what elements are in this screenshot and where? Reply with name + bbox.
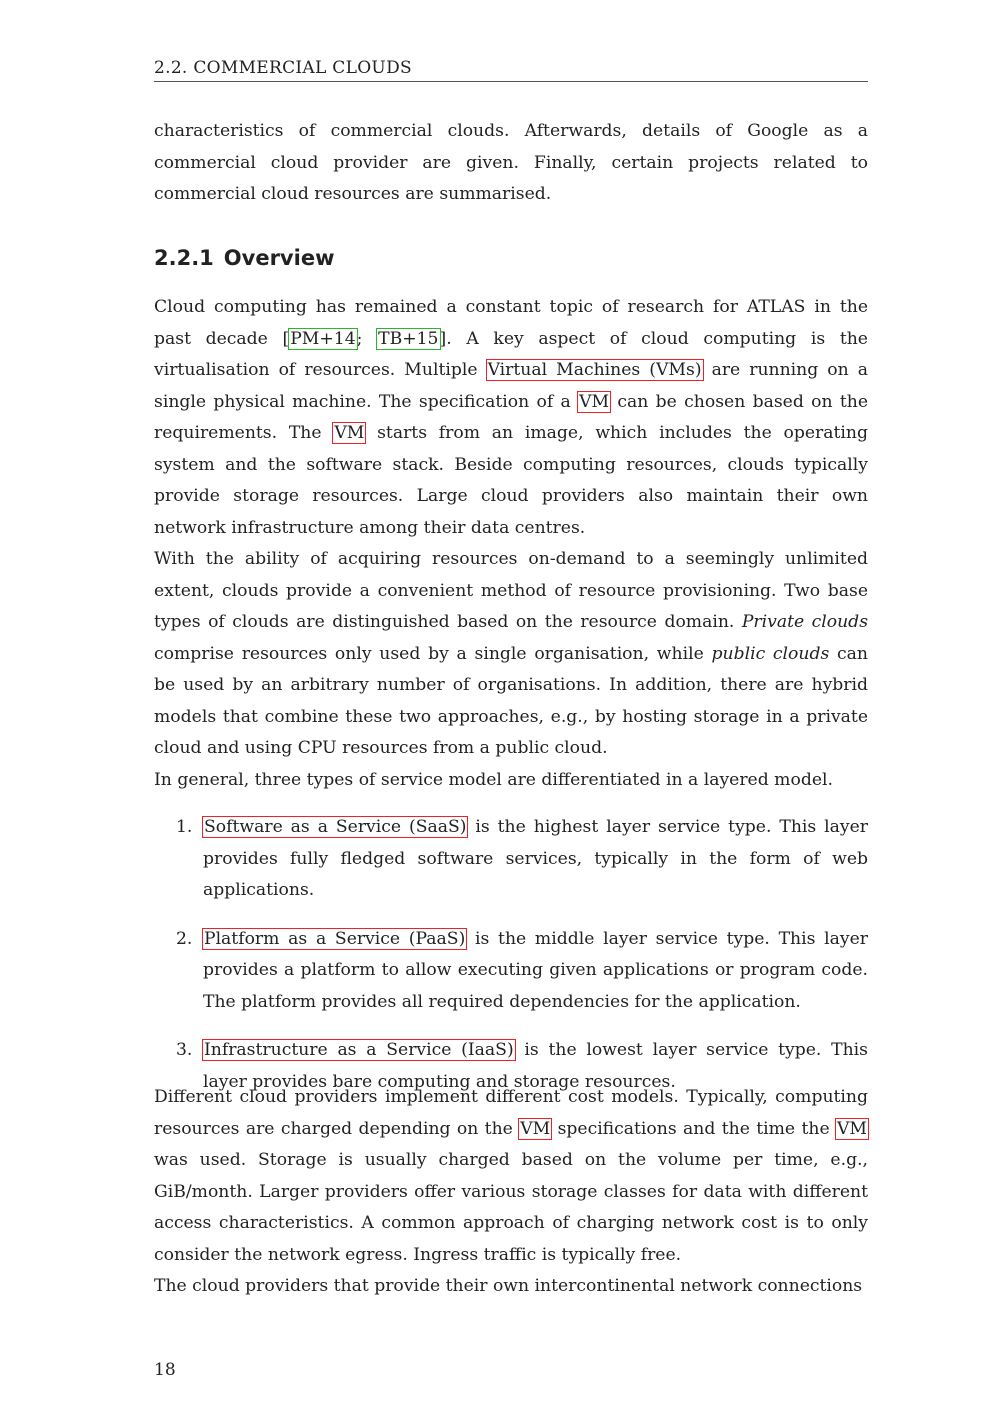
section-title: Overview [223,246,335,270]
paragraph-cost-models [154,1082,868,1271]
text-span: ; [356,328,378,349]
text-span: was used. Storage is usually charged based on the volume per time, e.g., GiB/month. Larger providers offer various storage classes for data with different access characteristics. A common approach of charging network cost is to only consider the network egress. Ingress traffic is typically free. [154,1150,868,1265]
emphasis-private-clouds: Private clouds [741,612,869,632]
acronym-link-vm[interactable]: VM [520,1118,551,1139]
page-number: 18 [154,1360,176,1380]
paragraph-network: The cloud providers that provide their own intercontinental network connections [154,1276,863,1296]
list-item-text: is the highest layer service type. This layer provides fully fledged software services, typically in the form of web applications. [203,817,868,900]
section-number: 2.2.1 [154,246,214,270]
text-span: specifications and the time the [551,1118,836,1139]
overview-body [154,292,868,796]
text-span: Cloud computing has remained a constant topic of research for ATLAS in the past decade [ [154,297,868,349]
acronym-link-vm[interactable]: VM [334,423,365,443]
service-model-list [154,812,868,1115]
acronym-link-vm[interactable]: VM [836,1118,867,1139]
acronym-link-iaas[interactable]: Infrastructure as a Service (IaaS) [204,1040,514,1060]
emphasis-public-clouds: public clouds [711,643,830,664]
list-marker: 2. [176,928,193,949]
list-marker: 3. [176,1040,193,1060]
intro-paragraph: characteristics of commercial clouds. Afterwards, details of Google as a commercial cloud provider are given. Finally, certain projects related to commercial cloud resources are summarised. [154,121,868,204]
acronym-link-vms[interactable]: Virtual Machines (VMs) [487,360,702,380]
list-item-text: is the lowest layer service type. This layer provides bare computing and storage resources. [203,1040,868,1092]
acronym-link-paas[interactable]: Platform as a Service (PaaS) [204,928,466,949]
text-span: ]. A key aspect of cloud computing is the virtualisation of resources. Multiple [154,328,868,380]
text-span: comprise resources only used by a single organisation, while [154,643,712,664]
citation-link-tb15[interactable]: TB+15 [378,328,439,349]
text-span: can be used by an arbitrary number of organisations. In addition, there are hybrid models that combine these two approaches, e.g., by hosting storage in a private cloud and using CPU resources from a public cloud. [154,643,868,758]
paragraph-virtualisation [154,292,868,544]
section-heading [154,246,334,270]
paragraph-cloud-types [154,544,868,765]
running-head: 2.2. COMMERCIAL CLOUDS [154,58,868,82]
acronym-link-vm[interactable]: VM [579,391,610,412]
text-span: With the ability of acquiring resources on-demand to a seemingly unlimited extent, clouds provide a convenient method of resource provisioning. Two base types of clouds are distinguished based on the resource domain. [154,549,868,632]
list-marker: 1. [176,817,193,837]
list-item [154,924,868,1019]
list-item-text: is the middle layer service type. This layer provides a platform to allow executing given applications or program code. The platform provides all required dependencies for the application. [203,928,868,1012]
paragraph-service-models: In general, three types of service model are differentiated in a layered model. [154,769,833,790]
text-span: Different cloud providers implement different cost models. Typically, computing resources are charged depending on the [154,1087,868,1139]
citation-link-pm14[interactable]: PM+14 [290,328,356,349]
acronym-link-saas[interactable]: Software as a Service (SaaS) [204,817,467,837]
cost-body [154,1082,868,1303]
text-span: are running on a single physical machine. The specification of a [154,360,868,412]
list-item [154,812,868,907]
text-span: starts from an image, which includes the operating system and the software stack. Beside computing resources, clouds typically provide storage resources. Large cloud providers also maintain their own network infrastructure among their data centres. [154,423,868,538]
text-span: can be chosen based on the requirements. The [154,391,869,443]
